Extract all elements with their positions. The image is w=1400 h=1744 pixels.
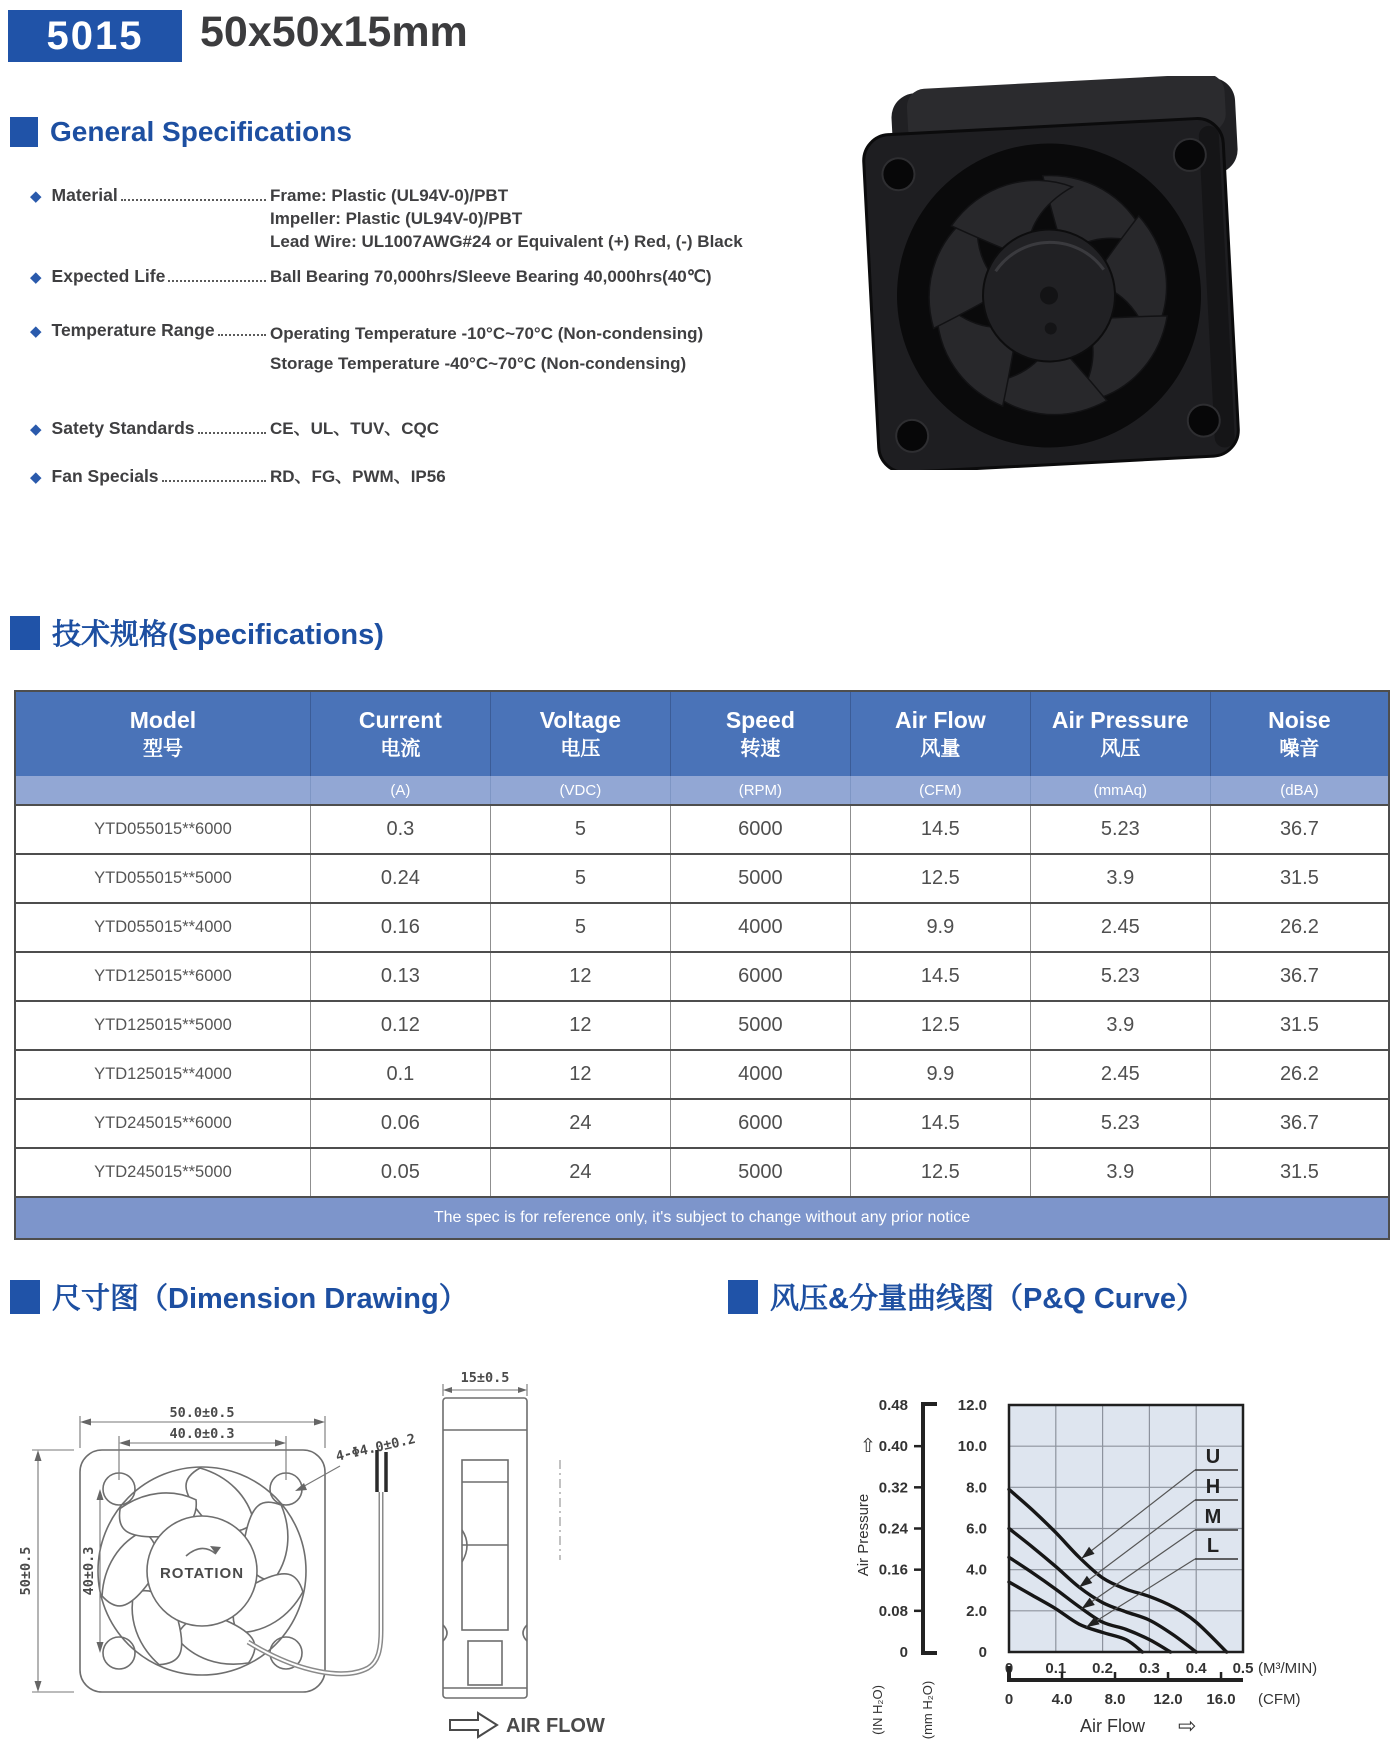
y-axis-title: Air Pressure: [855, 1493, 872, 1577]
dim-width-outer: 50.0±0.5: [169, 1405, 235, 1421]
table-cell: 9.9: [850, 903, 1030, 952]
specs-section-title: 技术规格(Specifications): [52, 619, 384, 651]
table-row: [15, 903, 1389, 952]
xtick-cfm: 0: [1004, 1691, 1014, 1708]
unit-cell: (RPM): [670, 776, 850, 805]
table-cell: 6000: [670, 805, 850, 854]
xtick-m3min: 0.1: [1045, 1660, 1067, 1677]
xtick-m3min: 0.5: [1232, 1660, 1254, 1677]
spec-item: [30, 265, 842, 289]
spec-label: Expected Life: [51, 266, 166, 286]
col-model: Model 型号: [15, 691, 310, 776]
table-cell: 5: [490, 805, 670, 854]
col-noise: Noise 噪音: [1210, 691, 1389, 776]
table-cell: 9.9: [850, 1050, 1030, 1099]
table-cell: 5000: [670, 1001, 850, 1050]
spec-value: RD、FG、PWM、IP56: [270, 467, 446, 486]
unit-cell: (dBA): [1210, 776, 1389, 805]
table-cell: 6000: [670, 952, 850, 1001]
xtick-m3min: 0.2: [1092, 1660, 1114, 1677]
dimension-heading: [10, 1276, 468, 1317]
general-specs-title: General Specifications: [50, 116, 352, 147]
ytick-outer: 0.08: [878, 1602, 908, 1620]
table-cell: 5: [490, 903, 670, 952]
table-cell: 12.5: [850, 1001, 1030, 1050]
table-cell: 3.9: [1030, 1001, 1210, 1050]
diamond-bullet-icon: ◆: [30, 188, 42, 205]
spec-value: Frame: Plastic (UL94V-0)/PBT Impeller: Plastic (UL94V-0)/PBT Lead Wire: UL1007AWG#24 or Equivalent (+) Red, (-) Black: [270, 186, 743, 251]
dotted-leader: [198, 432, 266, 434]
table-cell: 26.2: [1210, 1050, 1389, 1099]
table-row: [15, 1050, 1389, 1099]
table-cell: 0.06: [310, 1099, 490, 1148]
table-cell: 5000: [670, 1148, 850, 1197]
legend-label-U: U: [1205, 1446, 1221, 1468]
general-spec-list: [30, 184, 842, 489]
spec-label: Material: [51, 185, 118, 205]
legend-label-L: L: [1206, 1535, 1220, 1557]
xtick-cfm: 16.0: [1206, 1691, 1236, 1708]
table-cell: 26.2: [1210, 903, 1389, 952]
ytick-inner: 12.0: [957, 1397, 987, 1414]
table-cell: 31.5: [1210, 1001, 1389, 1050]
table-cell: 31.5: [1210, 854, 1389, 903]
section-bullet-icon: [10, 616, 40, 650]
table-cell: 36.7: [1210, 805, 1389, 854]
diamond-bullet-icon: ◆: [30, 421, 42, 438]
table-cell: YTD125015**5000: [15, 1001, 310, 1050]
x-units-secondary: (CFM): [1258, 1691, 1301, 1708]
table-cell: 2.45: [1030, 1050, 1210, 1099]
airflow-arrow-icon: [450, 1713, 497, 1737]
table-cell: YTD055015**5000: [15, 854, 310, 903]
x-units-primary: (M³/MIN): [1258, 1660, 1318, 1677]
spec-value: Operating Temperature -10°C~70°C (Non-condensing) Storage Temperature -40°C~70°C (Non-condensing): [270, 324, 704, 373]
up-arrow-icon: ⇧: [860, 1436, 876, 1457]
ytick-inner: 2.0: [966, 1602, 987, 1620]
table-cell: YTD055015**4000: [15, 903, 310, 952]
table-cell: 0.16: [310, 903, 490, 952]
table-cell: 0.3: [310, 805, 490, 854]
table-cell: 14.5: [850, 952, 1030, 1001]
spec-item: [30, 319, 842, 379]
table-cell: 12.5: [850, 854, 1030, 903]
table-cell: 24: [490, 1148, 670, 1197]
table-cell: YTD125015**4000: [15, 1050, 310, 1099]
pq-title: 风压&分量曲线图（P&Q Curve）: [770, 1283, 1206, 1315]
xtick-cfm: 4.0: [1051, 1691, 1073, 1708]
pq-heading: [728, 1276, 1205, 1317]
section-bullet-icon: [10, 1280, 40, 1314]
table-units-row: [15, 776, 1389, 805]
table-cell: 14.5: [850, 1099, 1030, 1148]
table-row: [15, 1099, 1389, 1148]
spec-item: [30, 465, 842, 489]
ytick-inner: 6.0: [966, 1520, 987, 1538]
model-code-box: [8, 10, 182, 62]
unit-cell: (mmAq): [1030, 776, 1210, 805]
right-arrow-icon: ⇨: [1178, 1713, 1197, 1738]
unit-cell: (A): [310, 776, 490, 805]
legend-label-M: M: [1204, 1506, 1222, 1528]
col-airflow: Air Flow 风量: [850, 691, 1030, 776]
table-row: [15, 854, 1389, 903]
y-units-inner: (mm H₂O): [920, 1680, 935, 1740]
table-cell: YTD245015**6000: [15, 1099, 310, 1148]
spec-label: Temperature Range: [51, 320, 215, 340]
ytick-outer: 0.48: [878, 1397, 908, 1414]
unit-cell: (VDC): [490, 776, 670, 805]
table-cell: YTD245015**5000: [15, 1148, 310, 1197]
rotation-label: ROTATION: [159, 1565, 245, 1582]
table-row: [15, 1148, 1389, 1197]
table-cell: 5.23: [1030, 1099, 1210, 1148]
x-axis-title: Air Flow: [1080, 1716, 1146, 1736]
specs-section-heading: [10, 612, 384, 653]
table-cell: 12: [490, 952, 670, 1001]
spec-table: [14, 690, 1390, 1240]
dim-height-outer: 50±0.5: [18, 1546, 34, 1596]
cfm-ruler: [1009, 1666, 1243, 1680]
ytick-outer: 0.24: [878, 1520, 908, 1538]
legend-label-H: H: [1205, 1476, 1221, 1498]
section-bullet-icon: [10, 117, 38, 147]
ytick-outer: 0.16: [878, 1561, 908, 1579]
dim-hole-note: 4-Φ4.0±0.2: [334, 1431, 418, 1465]
table-note: The spec is for reference only, it's subject to change without any prior notice: [15, 1197, 1389, 1239]
xtick-m3min: 0: [1004, 1660, 1014, 1677]
table-cell: 14.5: [850, 805, 1030, 854]
ytick-inner: 10.0: [957, 1438, 987, 1456]
table-header-row: [15, 691, 1389, 776]
xtick-cfm: 12.0: [1153, 1691, 1183, 1708]
fan-product-image: [858, 76, 1260, 470]
dimension-drawing: [0, 1330, 700, 1744]
y-units-outer: (IN H₂O): [870, 1685, 885, 1735]
spec-label: Fan Specials: [51, 466, 159, 486]
table-cell: 5000: [670, 854, 850, 903]
diamond-bullet-icon: ◆: [30, 469, 42, 486]
airflow-label: AIR FLOW: [506, 1715, 605, 1737]
page-title: 50x50x15mm: [200, 8, 468, 56]
xtick-m3min: 0.4: [1185, 1660, 1207, 1677]
model-code: 5015: [46, 13, 144, 58]
xtick-cfm: 8.0: [1104, 1691, 1126, 1708]
table-cell: 12.5: [850, 1148, 1030, 1197]
spec-value: Ball Bearing 70,000hrs/Sleeve Bearing 40,000hrs(40℃): [270, 267, 712, 286]
table-cell: 4000: [670, 1050, 850, 1099]
table-cell: 4000: [670, 903, 850, 952]
dim-depth: 15±0.5: [460, 1370, 510, 1386]
general-specs-heading: [10, 116, 352, 148]
diamond-bullet-icon: ◆: [30, 269, 42, 286]
table-cell: YTD055015**6000: [15, 805, 310, 854]
table-cell: 5.23: [1030, 805, 1210, 854]
dotted-leader: [162, 480, 266, 482]
table-cell: 2.45: [1030, 903, 1210, 952]
unit-cell: [15, 776, 310, 805]
dotted-leader: [218, 334, 266, 336]
ytick-outer: 0: [899, 1644, 908, 1661]
dim-hole-pitch-v: 40±0.3: [81, 1546, 97, 1596]
table-cell: 0.24: [310, 854, 490, 903]
table-cell: 3.9: [1030, 1148, 1210, 1197]
section-bullet-icon: [728, 1280, 758, 1314]
table-cell: 5.23: [1030, 952, 1210, 1001]
dimension-title: 尺寸图（Dimension Drawing）: [52, 1283, 468, 1315]
ytick-inner: 4.0: [966, 1561, 987, 1579]
unit-cell: (CFM): [850, 776, 1030, 805]
table-row: [15, 1001, 1389, 1050]
col-speed: Speed 转速: [670, 691, 850, 776]
table-cell: 36.7: [1210, 1099, 1389, 1148]
table-row: [15, 952, 1389, 1001]
ytick-outer: 0.32: [878, 1479, 908, 1497]
table-cell: 0.12: [310, 1001, 490, 1050]
table-cell: 0.1: [310, 1050, 490, 1099]
spec-label: Satety Standards: [51, 418, 195, 438]
dotted-leader: [121, 199, 266, 201]
table-cell: 0.13: [310, 952, 490, 1001]
table-cell: 3.9: [1030, 854, 1210, 903]
table-note-row: [15, 1197, 1389, 1239]
col-airpressure: Air Pressure 风压: [1030, 691, 1210, 776]
pq-curve-chart: [780, 1330, 1400, 1744]
col-current: Current 电流: [310, 691, 490, 776]
spec-item: [30, 184, 842, 253]
table-cell: 6000: [670, 1099, 850, 1148]
dim-hole-pitch-h: 40.0±0.3: [169, 1426, 235, 1442]
dotted-leader: [168, 280, 266, 282]
table-row: [15, 805, 1389, 854]
ytick-inner: 8.0: [966, 1479, 987, 1497]
spec-value: CE、UL、TUV、CQC: [270, 419, 440, 438]
table-cell: 31.5: [1210, 1148, 1389, 1197]
table-cell: YTD125015**6000: [15, 952, 310, 1001]
table-cell: 5: [490, 854, 670, 903]
diamond-bullet-icon: ◆: [30, 323, 42, 340]
table-cell: 36.7: [1210, 952, 1389, 1001]
table-cell: 0.05: [310, 1148, 490, 1197]
ytick-outer: 0.40: [878, 1438, 908, 1456]
table-cell: 24: [490, 1099, 670, 1148]
col-voltage: Voltage 电压: [490, 691, 670, 776]
table-cell: 12: [490, 1001, 670, 1050]
xtick-m3min: 0.3: [1138, 1660, 1160, 1677]
spec-item: [30, 417, 842, 441]
table-cell: 12: [490, 1050, 670, 1099]
ytick-inner: 0: [978, 1644, 987, 1661]
